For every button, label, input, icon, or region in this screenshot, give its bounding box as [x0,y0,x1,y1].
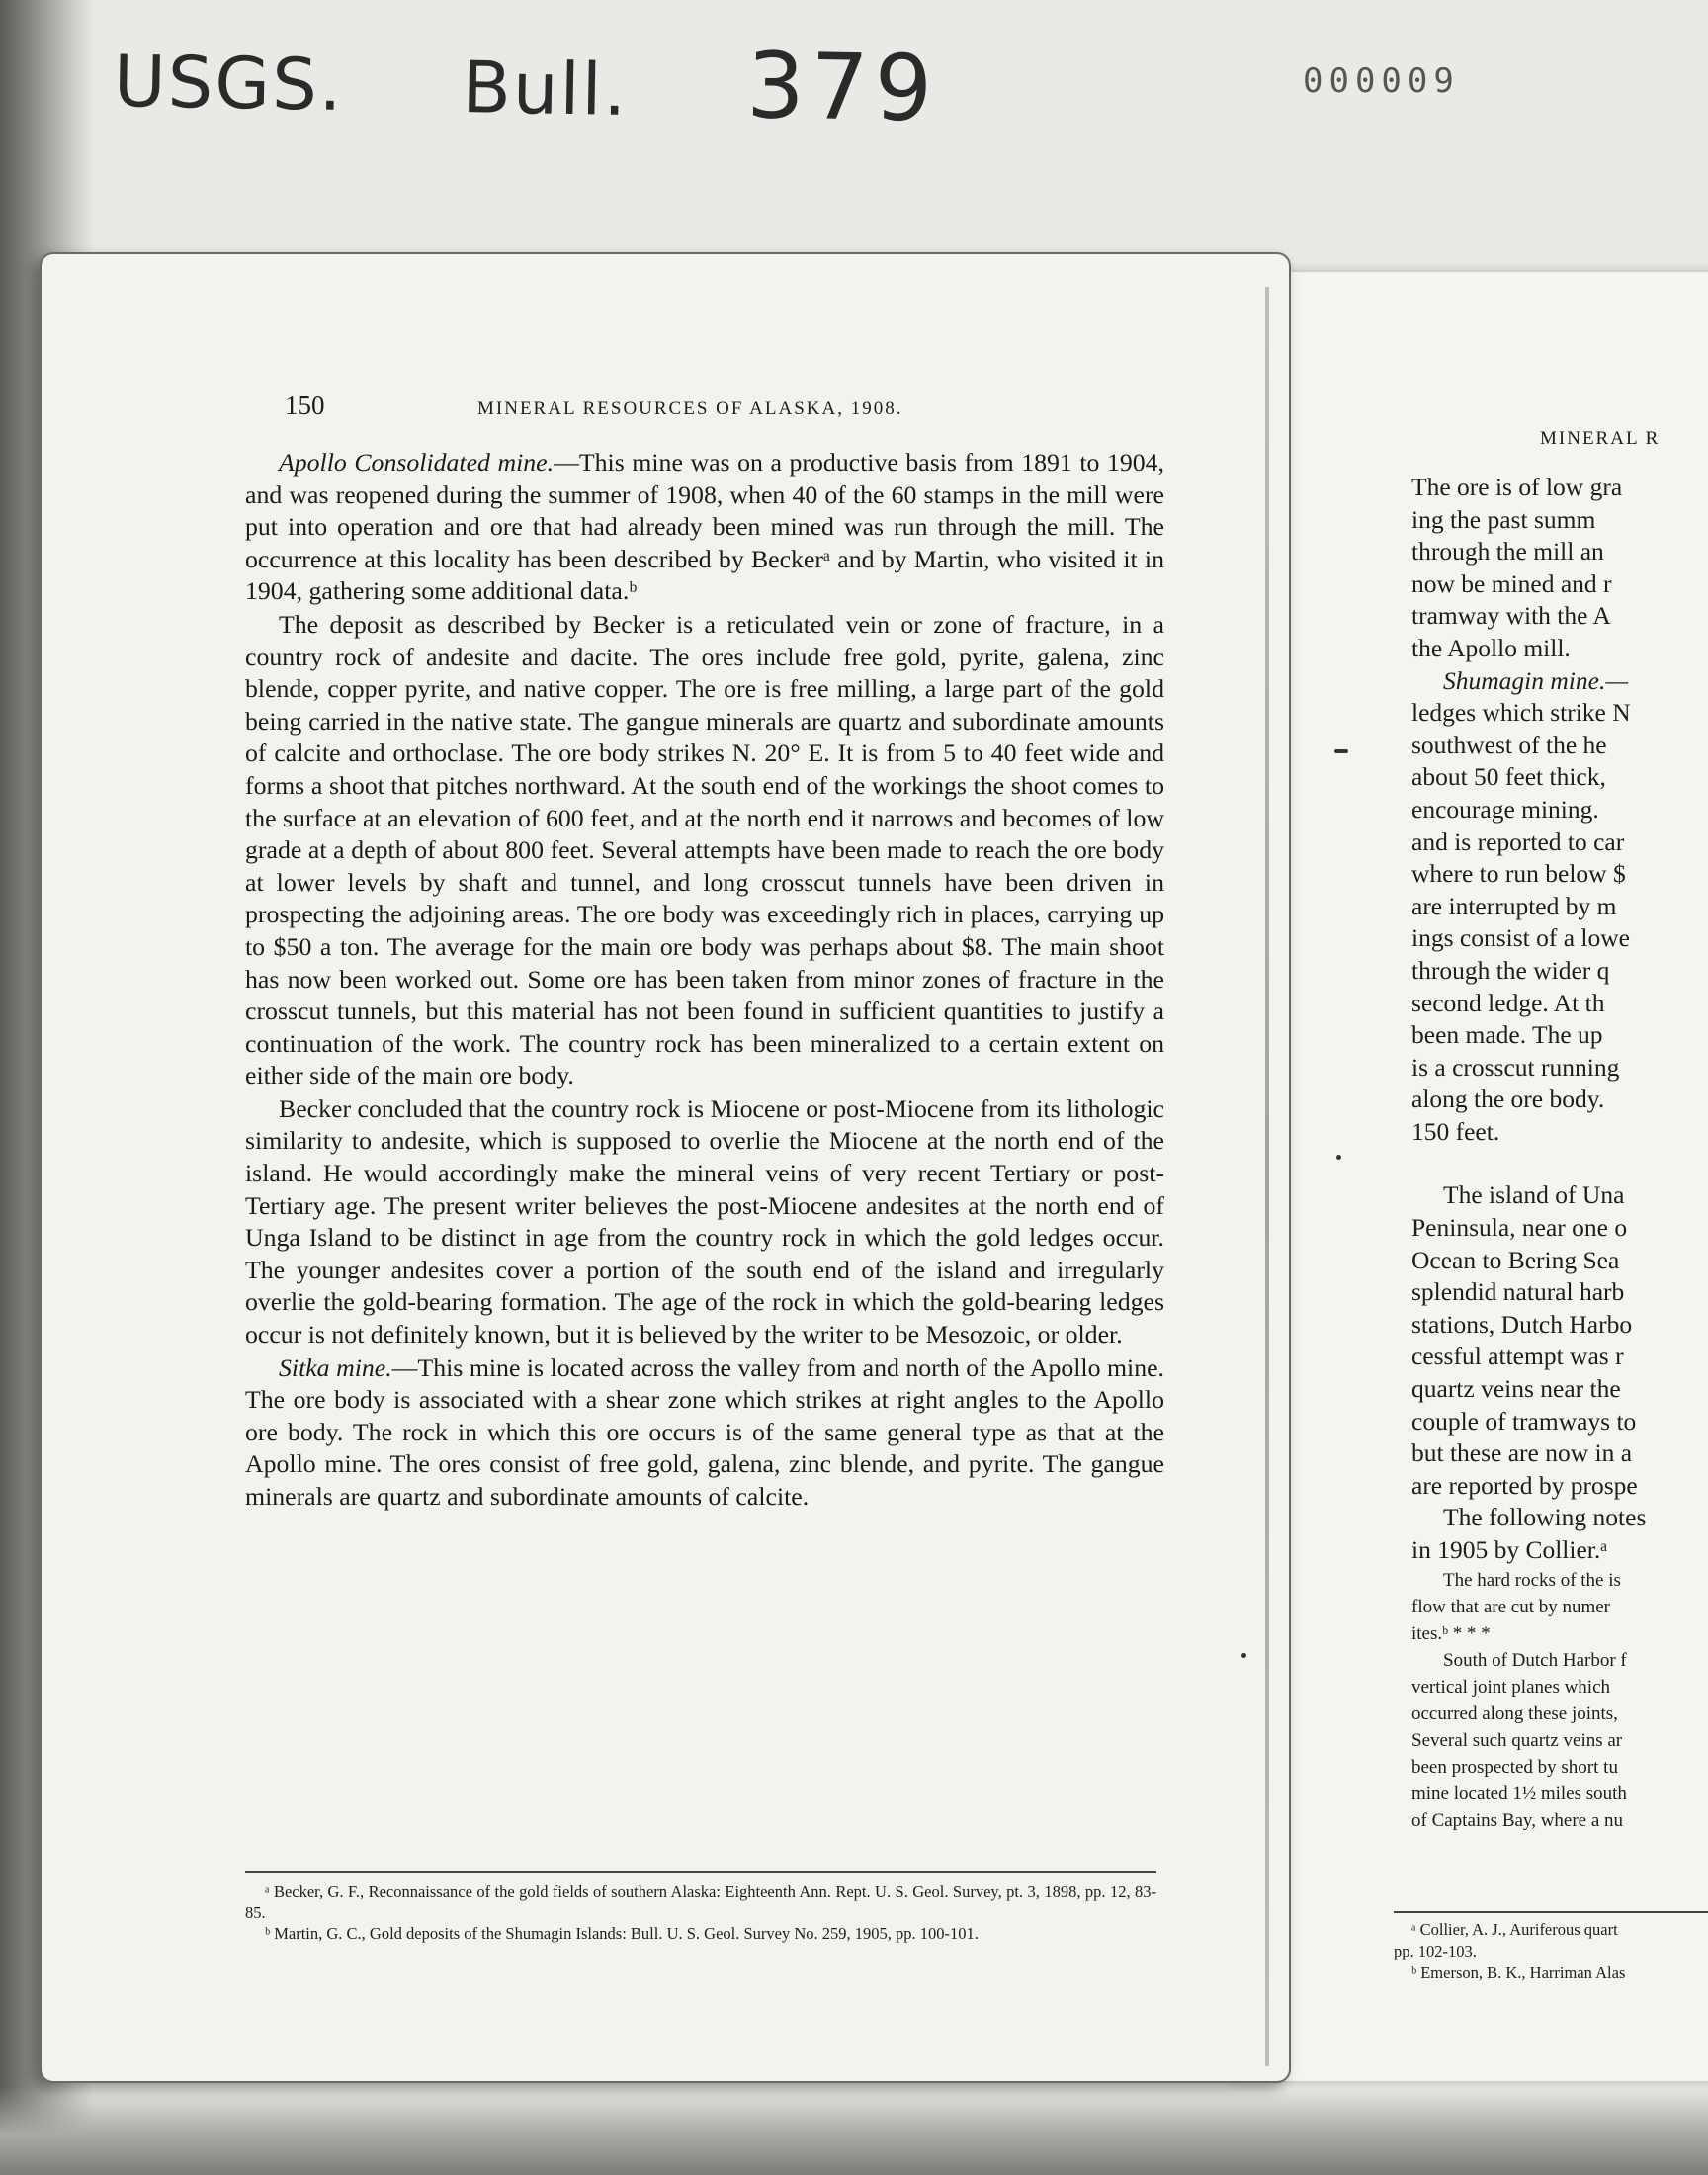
right-line: now be mined and r [1411,568,1612,598]
right-line: and is reported to car [1411,826,1625,856]
paragraph-becker [245,1093,1164,1351]
footnote-a: ᵃ Becker, G. F., Reconnaissance of the gold fields of southern Alaska: Eighteenth Ann. Rept. U. S. Geol. Survey, pt. 3, 1898, pp. 12, 83-85. [245,1882,1156,1922]
right-line: in 1905 by Collier.ᵃ [1411,1535,1608,1564]
right-quote-line: Several such quartz veins ar [1411,1729,1623,1751]
right-line: southwest of the he [1411,730,1607,759]
right-quote-line: flow that are cut by numer [1411,1596,1611,1617]
right-line: are reported by prospe [1411,1470,1638,1500]
right-page-body [1411,472,1708,1834]
right-line: been made. The up [1411,1020,1603,1050]
paragraph-text: —This mine was on a productive basis from 1891 to 1904, and was reopened during the summer of 1908, when 40 of the 60 stamps in the mill were put into operation and ore that had already been mined was run through the mill. The occurrence at this locality has been described by Beckerᵃ and by Martin, who visited it in 1904, gathering some additional data.ᵇ [245,448,1165,606]
right-line: encourage mining. [1411,794,1599,824]
paragraph-sitka [245,1352,1164,1514]
paragraph-title: Sitka mine. [279,1352,392,1382]
left-page-header [285,391,1164,426]
handwritten-usgs: USGS. [113,39,345,127]
paragraph-text: The deposit as described by Becker is a reticulated vein or zone of fracture, in a country rock of andesite and dacite. The ores include free gold, pyrite, galena, zinc blende, copper pyrite, and native copper. The ore is free milling, a large part of the gold being carried in the native state. The gangue minerals are quartz and subordinate amounts of calcite and orthoclase. The ore body strikes N. 20° E. It is from 5 to 40 feet wide and forms a shoot that pitches northward. At the south end of the workings the shoot comes to the surface at an elevation of 600 feet, and at the north end it narrows and becomes of low grade at a depth of about 800 feet. Several attempts have been made to reach the ore body at lower levels by shaft and tunnel, and long crosscut tunnels have been driven in prospecting the adjoining areas. The ore body was exceedingly rich in places, carrying up to $50 a ton. The average for the main ore body was perhaps about $8. The main shoot has now been worked out. Some ore has been taken from minor zones of fracture in the crosscut tunnels, but this material has not been found in sufficient quantities to justify a continuation of the work. The country rock has been mineralized to a certain extent on either side of the main ore body. [245,609,1164,1090]
right-line: through the mill an [1411,537,1604,566]
right-line: tramway with the A [1411,601,1611,631]
right-quote-line: of Captains Bay, where a nu [1411,1809,1624,1831]
page-number: 150 [285,391,325,420]
right-line: Ocean to Bering Sea [1411,1245,1620,1274]
scan-bottom-shadow [0,2086,1708,2175]
right-line: second ledge. At th [1411,988,1605,1017]
page-gutter [1265,287,1269,2066]
handwritten-annotation [113,22,1033,143]
right-line: 150 feet. [1411,1116,1500,1146]
right-footnotes [1394,1911,1708,1984]
section-gap [1411,1148,1708,1179]
handwritten-bulletin-number: 379 [745,33,939,142]
right-line: ing the past summ [1411,504,1596,534]
scan-speck [1334,749,1348,753]
right-line: Peninsula, near one o [1411,1213,1628,1243]
right-line: ledges which strike N [1411,698,1631,728]
left-page-body [245,447,1164,1514]
right-line: stations, Dutch Harbo [1411,1309,1633,1339]
right-line: The island of Una [1443,1180,1625,1210]
right-quote-line: mine located 1½ miles south [1411,1783,1627,1804]
right-footnote-b: ᵇ Emerson, B. K., Harriman Alas [1411,1963,1626,1982]
right-line: are interrupted by m [1411,891,1617,920]
paragraph-deposit [245,609,1164,1092]
right-line: but these are now in a [1411,1438,1633,1468]
scan-speck [1336,1155,1341,1160]
paragraph-title: Apollo Consolidated mine. [279,448,555,477]
right-footnote-a: ᵃ Collier, A. J., Auriferous quart [1411,1920,1618,1939]
right-quote-line: The hard rocks of the is [1443,1569,1621,1591]
right-quote-line: vertical joint planes which [1411,1676,1611,1697]
right-quote-line: occurred along these joints, [1411,1702,1618,1724]
right-footnote-a-cont: pp. 102-103. [1394,1942,1477,1960]
left-footnotes [245,1871,1156,1944]
right-line: Shumagin mine.— [1443,665,1628,695]
right-line: is a crosscut running [1411,1052,1620,1082]
right-quote-line: been prospected by short tu [1411,1756,1618,1778]
right-line: quartz veins near the [1411,1374,1621,1404]
right-line: ings consist of a lowe [1411,923,1630,953]
right-line: the Apollo mill. [1411,633,1571,662]
right-line: cessful attempt was r [1411,1342,1624,1371]
right-line: where to run below $ [1411,859,1626,889]
right-line: The ore is of low gra [1411,473,1623,501]
paragraph-text: —This mine is located across the valley from and north of the Apollo mine. The ore body is associated with a shear zone which strikes at right angles to the Apollo ore body. The rock in which this ore occurs is of the same general type as that at the Apollo mine. The ores consist of free gold, galena, zinc blende, and pyrite. The gangue minerals are quartz and subordinate amounts of calcite. [245,1352,1165,1511]
right-line: splendid natural harb [1411,1277,1625,1307]
right-line: The following notes [1443,1503,1647,1532]
handwritten-bull: Bull. [461,45,630,131]
paragraph-text: Becker concluded that the country rock is Miocene or post-Miocene from its lithologic similarity to andesite, which is supposed to overlie the Miocene at the north end of the island. He would accordingly make the mineral veins of very recent Tertiary or post-Tertiary age. The present writer believes the post-Miocene andesites at the north end of Unga Island to be distinct in age from the country rock in which the gold ledges occur. The younger andesites cover a portion of the south end of the island and irregularly overlie the gold-bearing formation. The age of the rock in which the gold-bearing ledges occur is not definitely known, but it is believed by the writer to be Mesozoic, or older. [245,1093,1164,1349]
stamp-number: 000009 [1303,61,1460,101]
right-running-head: MINERAL R [1540,428,1661,449]
right-quote-line: ites.ᵇ * * * [1411,1622,1491,1644]
running-head: MINERAL RESOURCES OF ALASKA, 1908. [477,398,903,419]
right-line: about 50 feet thick, [1411,762,1606,792]
paragraph-apollo [245,447,1164,608]
right-quote-line: South of Dutch Harbor f [1443,1649,1627,1671]
right-line: along the ore body. [1411,1085,1605,1114]
right-line: through the wider q [1411,955,1610,985]
footnote-b: ᵇ Martin, G. C., Gold deposits of the Shumagin Islands: Bull. U. S. Geol. Survey No. 259, 1905, pp. 100-101. [265,1924,979,1943]
scan-speck [1241,1653,1246,1658]
right-line: couple of tramways to [1411,1406,1637,1436]
